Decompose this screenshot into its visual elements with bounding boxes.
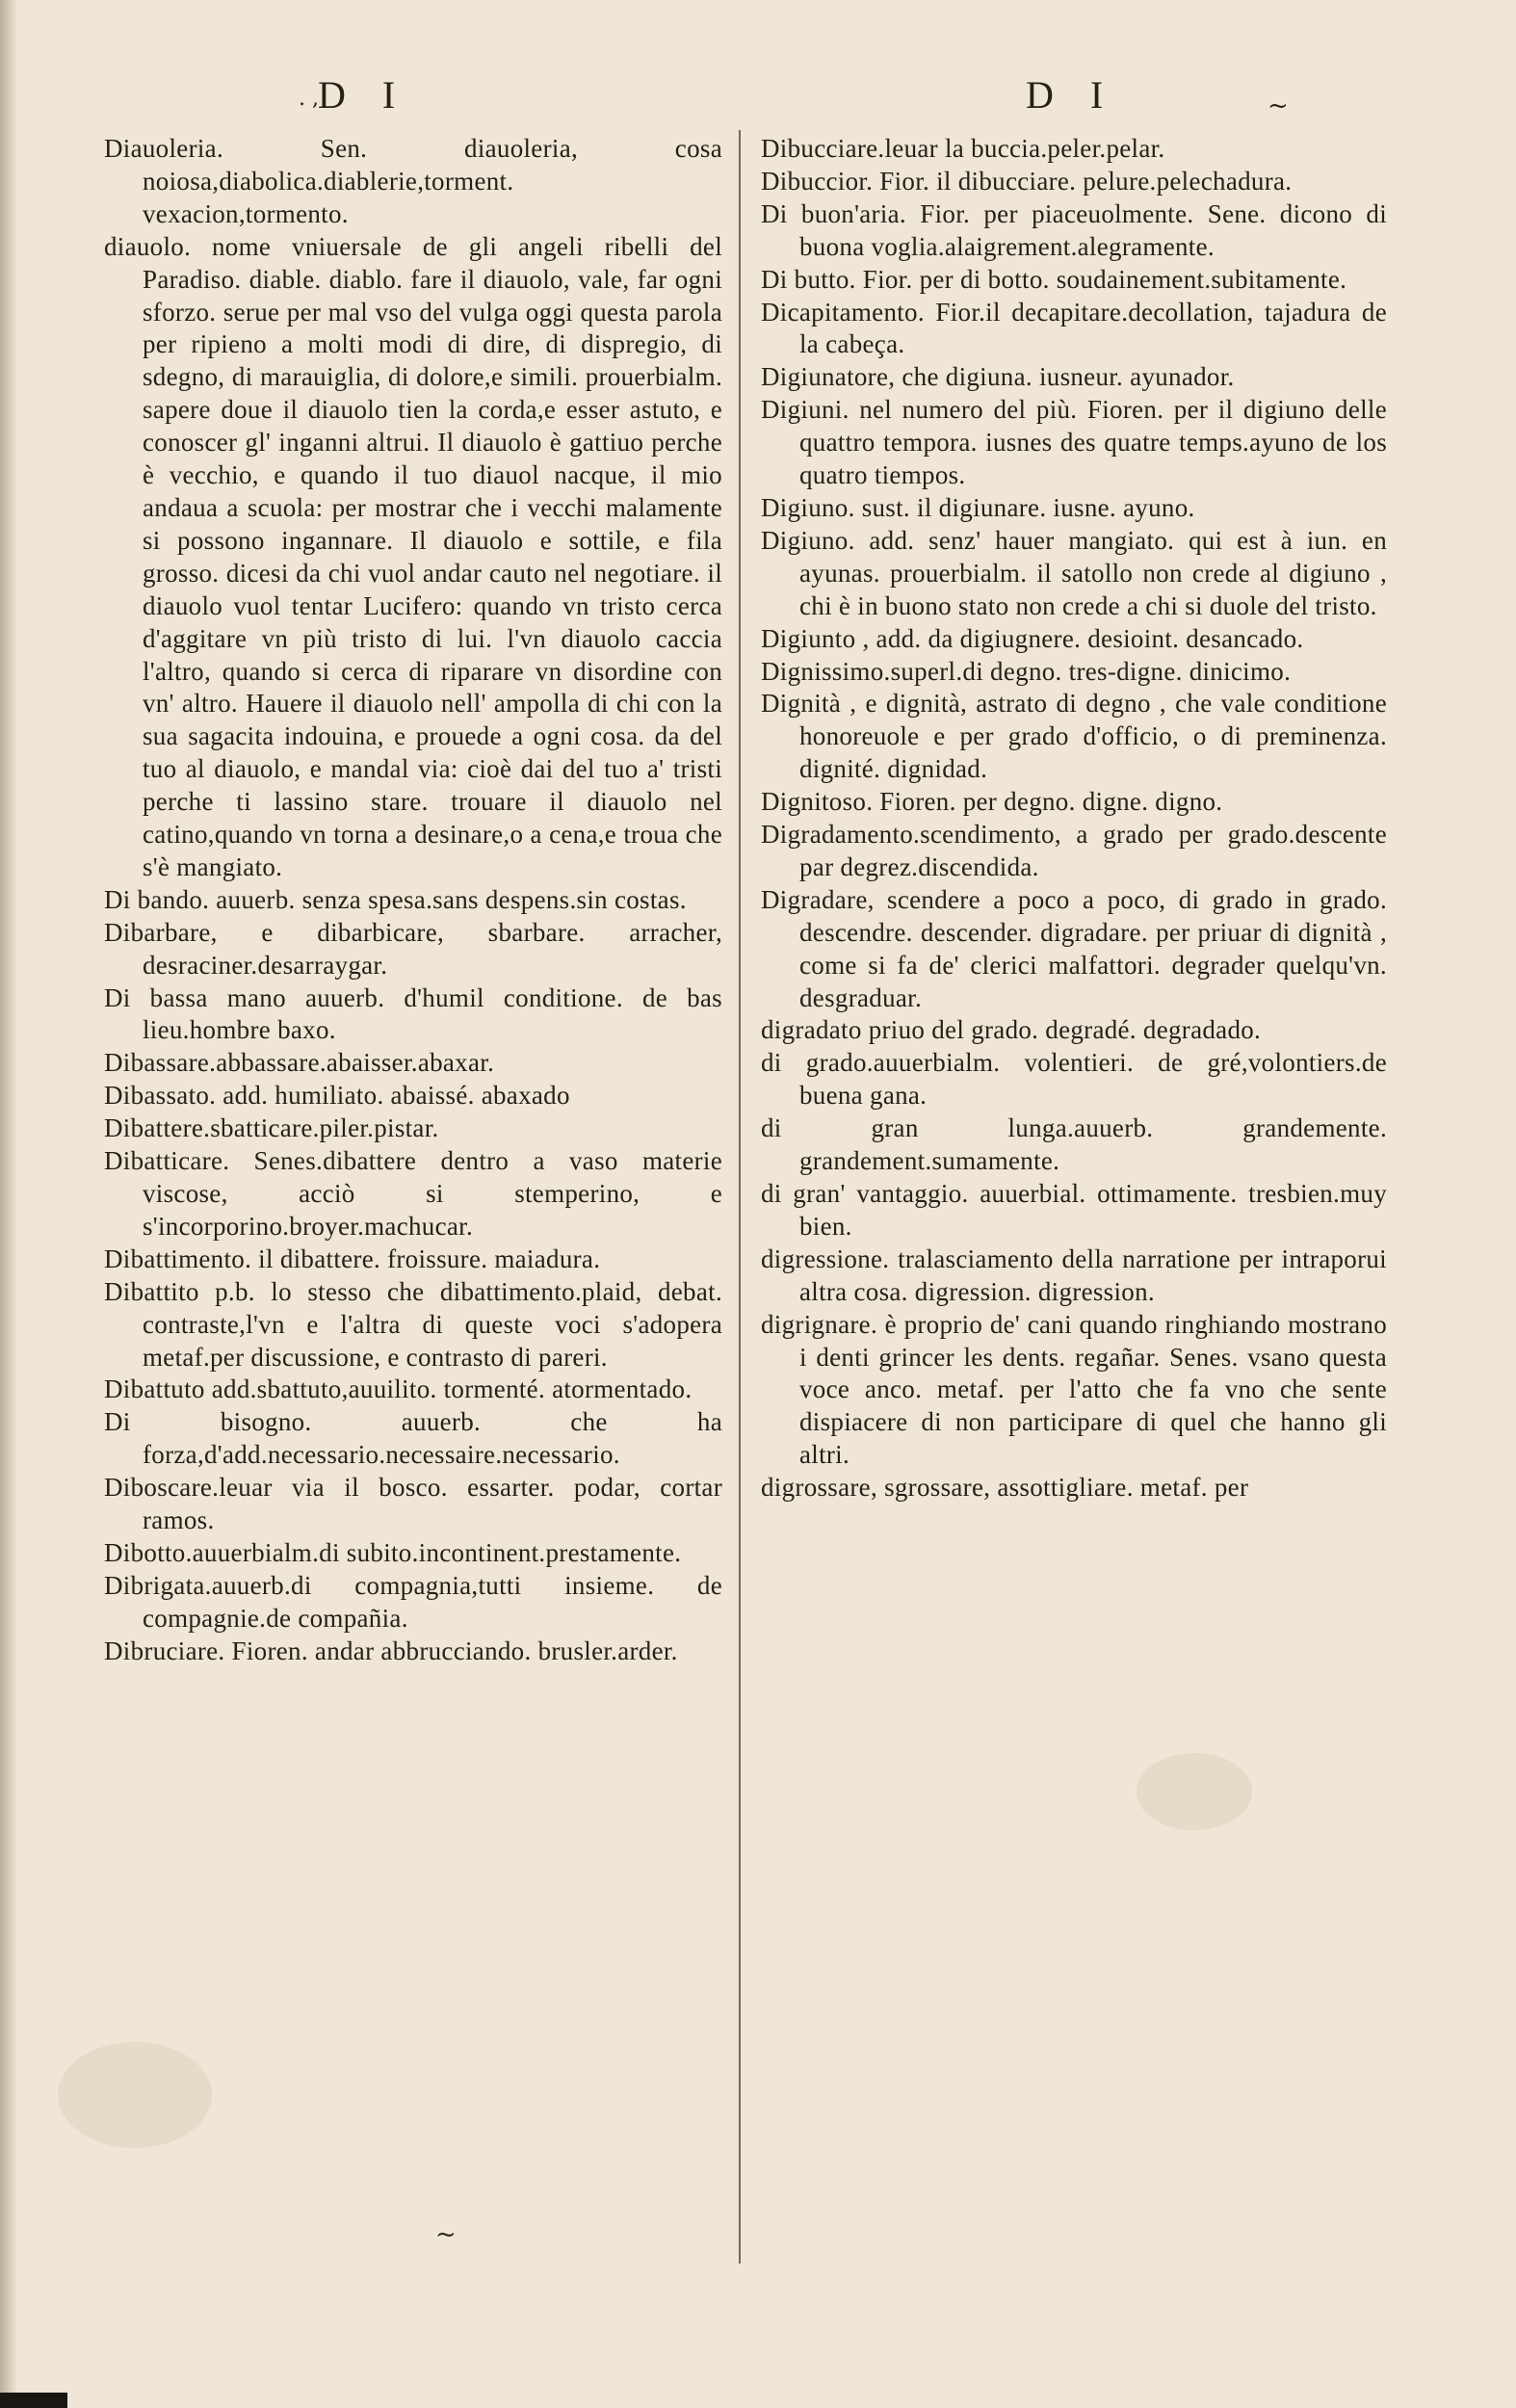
dictionary-entry: di grado.auuerbialm. volentieri. de gré,volontiers.de buena gana. (761, 1048, 1387, 1111)
dictionary-entry: Dibatticare. Senes.dibattere dentro a vaso materie viscose, acciò si stemperino, e s'incorporino.broyer.machucar. (104, 1146, 722, 1241)
dictionary-entry: Dignissimo.superl.di degno. tres-digne. dinicimo. (761, 656, 1292, 686)
column-divider (739, 130, 741, 2264)
dictionary-entry: Dignità , e dignità, astrato di degno , che vale conditione honoreuole e per grado d'officio, o di preminenza. dignité. dignidad. (761, 689, 1387, 784)
footer-mark: ~ (435, 2220, 457, 2249)
running-head-left: D I (318, 73, 409, 117)
dictionary-entry: Dibattere.sbatticare.piler.pistar. (104, 1113, 439, 1143)
dictionary-entry: di gran lunga.auuerb. grandemente. grandement.sumamente. (761, 1113, 1387, 1176)
right-column (761, 133, 1387, 1505)
dictionary-entry: Dibattimento. il dibattere. froissure. maiadura. (104, 1243, 601, 1273)
dictionary-entry: Digiuni. nel numero del più. Fioren. per il digiuno delle quattro tempora. iusnes des quatre temps.ayuno de los quatro tiempos. (761, 395, 1387, 490)
page-edge-shadow (0, 0, 17, 2408)
dictionary-entry: Dibassare.abbassare.abaisser.abaxar. (104, 1048, 495, 1078)
dictionary-entry: Dibassato. add. humiliato. abaissé. abaxado (104, 1081, 570, 1111)
dictionary-entry: Dicapitamento. Fior.il decapitare.decollation, tajadura de la cabeça. (761, 297, 1387, 359)
dictionary-entry: Dibotto.auuerbialm.di subito.incontinent.prestamente. (104, 1537, 682, 1567)
dictionary-entry: Digiunatore, che digiuna. iusneur. ayunador. (761, 362, 1235, 392)
dictionary-entry: digressione. tralasciamento della narratione per intraporui altra cosa. digression. digression. (761, 1243, 1387, 1306)
paper-stain (58, 2042, 212, 2148)
dictionary-entry: Dibattito p.b. lo stesso che dibattimento.plaid, debat. contraste,l'vn e l'altra di queste voci s'adopera metaf.per discussione, e contrasto di pareri. (104, 1276, 722, 1372)
dictionary-entry: Di buon'aria. Fior. per piaceuolmente. Sene. dicono di buona voglia.alaigrement.alegramente. (761, 198, 1387, 261)
dictionary-entry: digrossare, sgrossare, assottigliare. metaf. per (761, 1473, 1249, 1503)
dictionary-entry: Digiuno. sust. il digiunare. iusne. ayuno. (761, 492, 1195, 522)
dictionary-entry: Dignitoso. Fioren. per degno. digne. digno. (761, 787, 1223, 817)
dictionary-entry: Dibuccior. Fior. il dibucciare. pelure.pelechadura. (761, 166, 1293, 196)
dictionary-entry: Di bassa mano auuerb. d'humil conditione. de bas lieu.hombre baxo. (104, 982, 722, 1045)
dictionary-entry: Di bando. auuerb. senza spesa.sans despens.sin costas. (104, 884, 687, 914)
dictionary-entry: digrignare. è proprio de' cani quando ringhiando mostrano i denti grincer les dents. regañar. Senes. vsano questa voce anco. metaf. per l'atto che fa vno che sente dispiacere di non participare di quel che hanno gli altri. (761, 1309, 1387, 1470)
dictionary-entry: Dibattuto add.sbattuto,auuilito. tormenté. atormentado. (104, 1374, 693, 1404)
dictionary-entry: Diauoleria. Sen. diauoleria, cosa noiosa,diabolica.diablerie,torment. vexacion,tormento. (104, 134, 722, 228)
dictionary-entry: Dibarbare, e dibarbicare, sbarbare. arracher, desraciner.desarraygar. (104, 917, 722, 980)
bottom-edge-bar (0, 2393, 67, 2408)
dictionary-entry: Diboscare.leuar via il bosco. essarter. podar, cortar ramos. (104, 1473, 722, 1535)
paper-stain (1137, 1753, 1252, 1830)
running-head-right: D I (1026, 73, 1117, 117)
dictionary-entry: di gran' vantaggio. auuerbial. ottimamente. tresbien.muy bien. (761, 1179, 1387, 1241)
dictionary-entry: Di butto. Fior. per di botto. soudainement.subitamente. (761, 264, 1347, 294)
header-mark-right: ~ (1268, 92, 1289, 120)
dictionary-entry: Dibrigata.auuerb.di compagnia,tutti insieme. de compagnie.de compañia. (104, 1570, 722, 1633)
dictionary-entry: digradato priuo del grado. degradé. degradado. (761, 1015, 1262, 1045)
dictionary-entry: Digiuno. add. senz' hauer mangiato. qui est à iun. en ayunas. prouerbialm. il satollo non crede al digiuno , chi è in buono stato non crede a chi si duole del tristo. (761, 525, 1387, 620)
dictionary-entry: diauolo. nome vniuersale de gli angeli ribelli del Paradiso. diable. diablo. fare il diauolo, vale, far ogni sforzo. serue per mal vso del vulga oggi questa parola per ripieno a molti modi di dire, di dispregio, di sdegno, di marauiglia, di dolore,e simili. prouerbialm. sapere doue il diauolo tien la corda,e esser astuto, e conoscer gl' inganni altrui. Il diauolo è gattiuo perche è vecchio, e quando il tuo diauol nacque, il mio andaua a scuola: per mostrar che i vecchi malamente si possono ingannare. Il diauolo e sottile, e fila grosso. dicesi da chi vuol andar cauto nel negotiare. il diauolo vuol tentar Lucifero: quando vn tristo cerca d'aggitare vn più tristo di lui. l'vn diauolo caccia l'altro, quando si cerca di riparare vn disordine con vn' altro. Hauere il diauolo nell' ampolla di chi con la sua sagacita indouina, e prouede a ogni cosa. da del tuo al diauolo, e mandal via: cioè dai del tuo a' tristi perche ti lassino stare. trouare il diauolo nel catino,quando vn torna a desinare,o a cena,e troua che s'è mangiato. (104, 231, 722, 881)
dictionary-entry: Di bisogno. auuerb. che ha forza,d'add.necessario.necessaire.necessario. (104, 1407, 722, 1470)
dictionary-entry: Dibucciare.leuar la buccia.peler.pelar. (761, 134, 1165, 163)
dictionary-entry: Digradare, scendere a poco a poco, di grado in grado. descendre. descender. digradare. per priuar di dignità , come si fa de' clerici malfattori. degrader quelqu'vn. desgraduar. (761, 884, 1387, 1012)
dictionary-entry: Dibruciare. Fioren. andar abbrucciando. brusler.arder. (104, 1636, 678, 1665)
dictionary-entry: Digradamento.scendimento, a grado per grado.descente par degrez.discendida. (761, 820, 1387, 881)
left-column (104, 133, 722, 1668)
dictionary-entry: Digiunto , add. da digiugnere. desioint. desancado. (761, 623, 1304, 653)
header-mark-left: . , (299, 87, 319, 111)
